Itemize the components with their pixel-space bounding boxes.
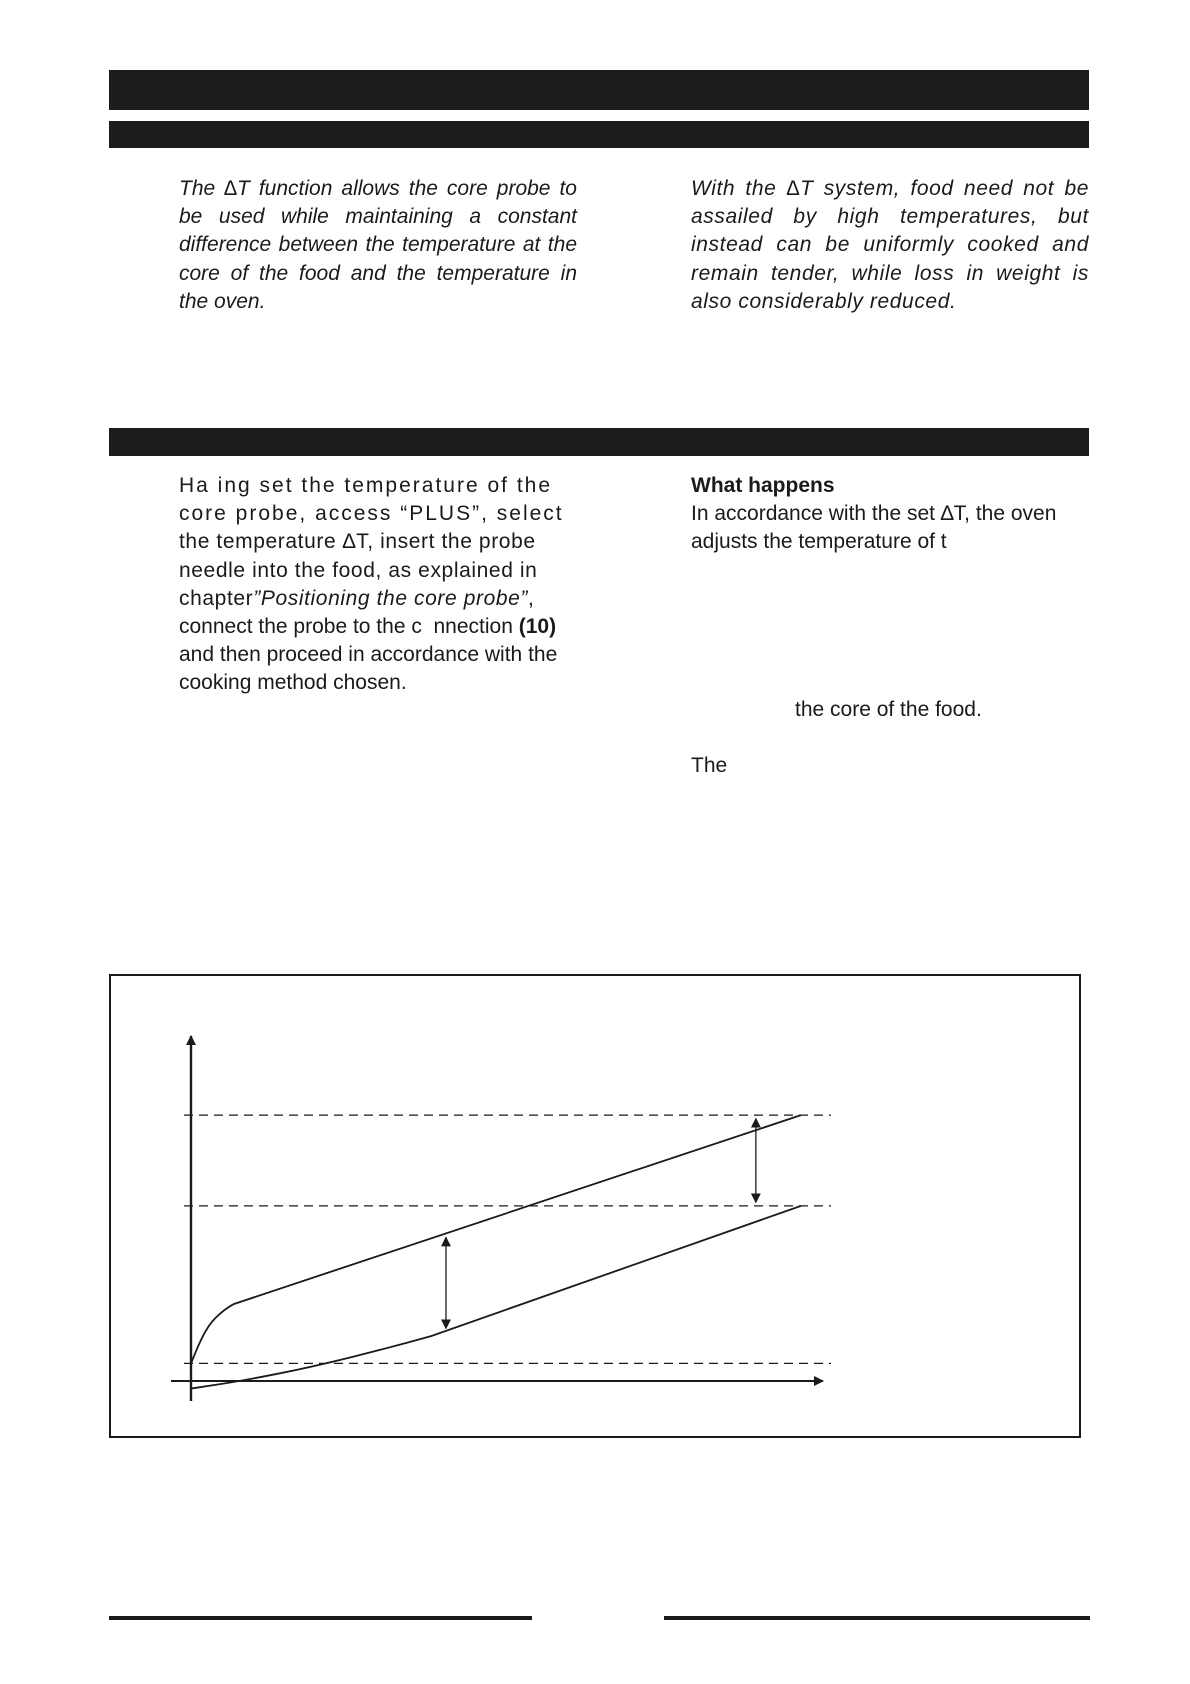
procedure-line: [179, 613, 577, 641]
connection-number: (10): [518, 615, 557, 639]
intro-right-paragraph: With the ∆T system, food need not be assailed by high temperatures, but instead can be uniformly cooked and remain tender, while loss in weight is also considerably reduced.: [691, 177, 1089, 313]
what-happens-line: In accordance with the set ∆T, the oven: [691, 502, 1057, 526]
series-line-2: [191, 1206, 801, 1389]
delta-t-chart: [109, 974, 1081, 1438]
procedure-text: ,: [528, 586, 535, 610]
header-bar-sub: [109, 121, 1089, 148]
what-happens-heading: What happens: [691, 474, 835, 497]
header-bar-top: [109, 70, 1089, 110]
what-happens-fragment: the core of the food.: [795, 698, 982, 721]
procedure-line: and then proceed in accordance with the: [179, 643, 558, 667]
footer-rule-right: [664, 1616, 1090, 1620]
procedure-line: core probe, access “PLUS”, select: [179, 502, 564, 526]
intro-left-paragraph: The ∆T function allows the core probe to be used while maintaining a constant difference between the temperature at the core of the food and the temperature in the oven.: [179, 177, 577, 313]
procedure-line: cooking method chosen.: [179, 671, 407, 695]
procedure-paragraph: [179, 472, 577, 698]
delta-t-chart-svg: [111, 976, 1079, 1436]
what-happens-line: adjusts the temperature of t: [691, 530, 947, 554]
procedure-text: connect the probe to the c nnection: [179, 615, 519, 639]
footer-rule-left: [109, 1616, 532, 1620]
series-line-1: [191, 1115, 801, 1363]
chapter-reference: ”Positioning the core probe”: [253, 586, 529, 610]
procedure-line: Ha ing set the temperature of the: [179, 474, 553, 497]
what-happens-block: [691, 472, 1089, 557]
what-happens-fragment: The: [691, 754, 728, 777]
procedure-text: chapter: [179, 586, 254, 610]
procedure-line: the temperature ∆T, insert the probe: [179, 530, 536, 554]
section-bar: [109, 428, 1089, 456]
procedure-line: [179, 585, 577, 613]
procedure-line: needle into the food, as explained in: [179, 558, 538, 582]
